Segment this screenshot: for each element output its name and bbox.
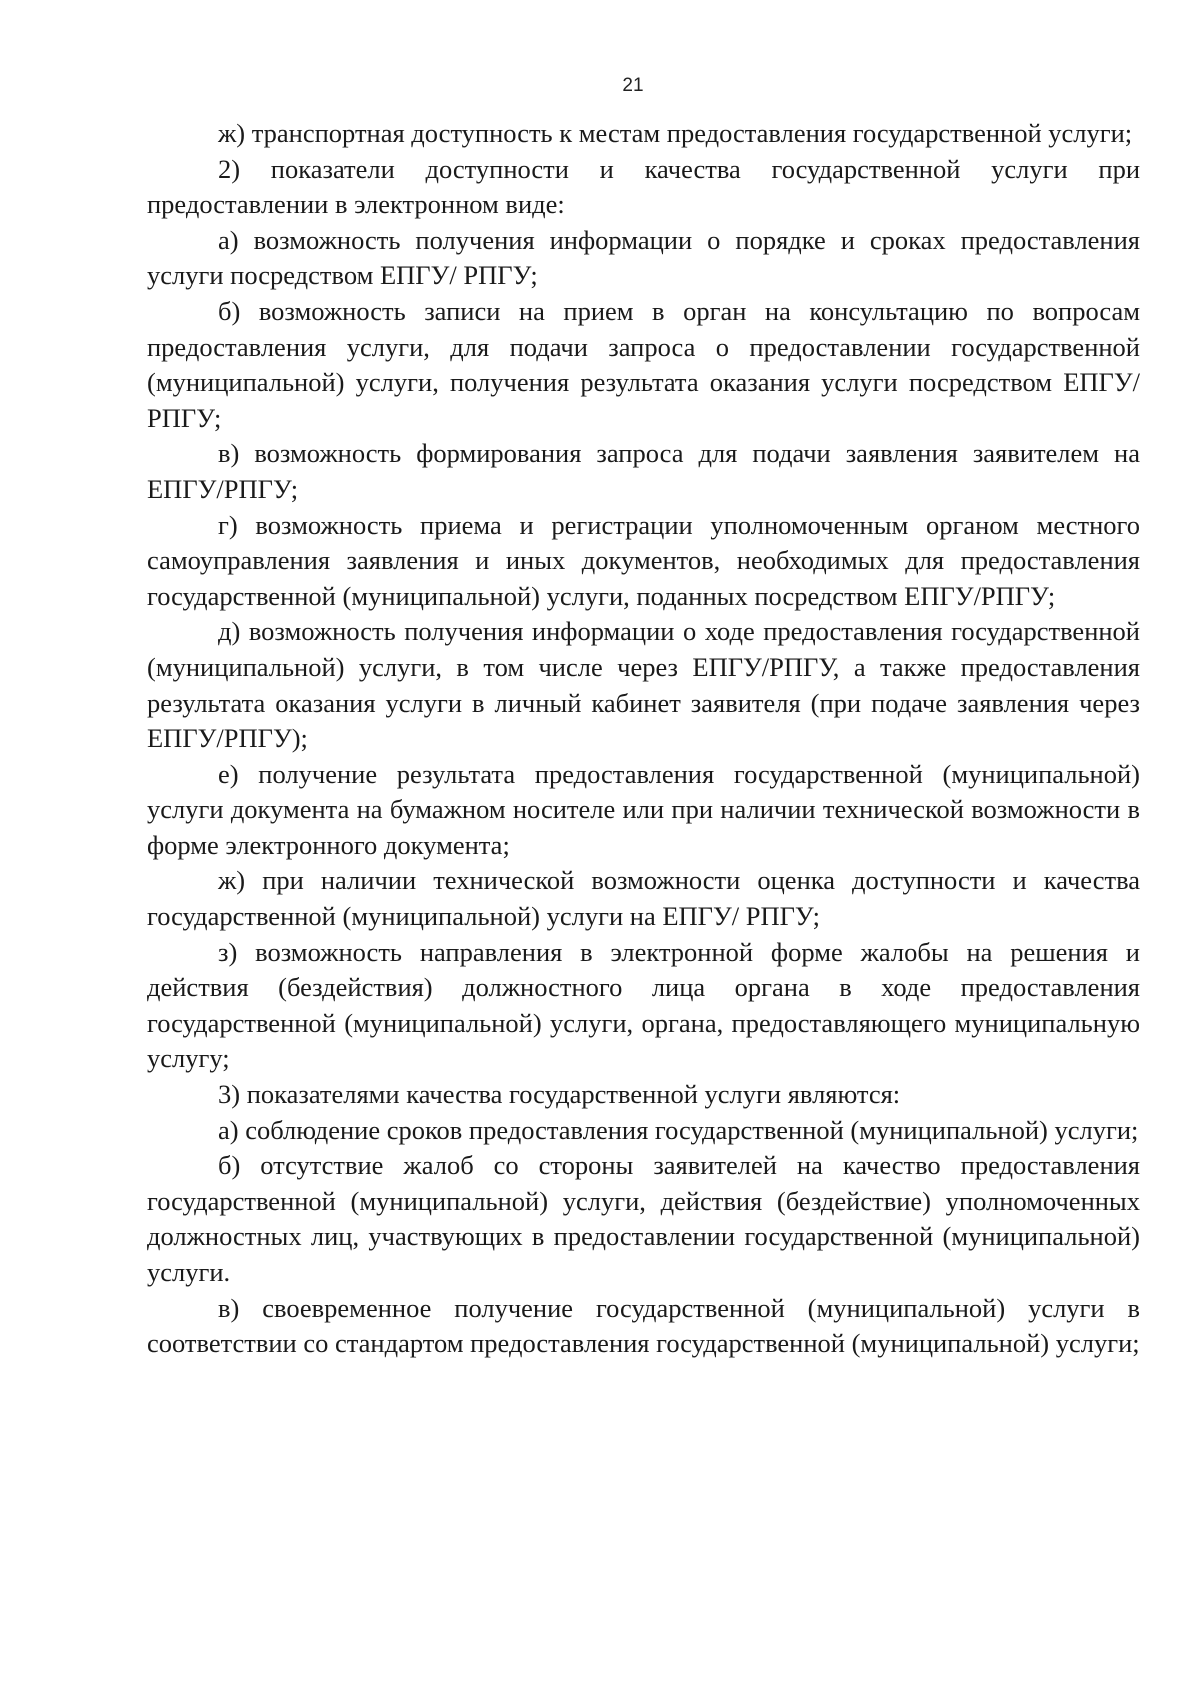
paragraph-b-appointment-booking: б) возможность записи на прием в орган на консультацию по вопросам предоставления услуги, для подачи запроса о предоставлении государственной (муниципальной) услуги, получения результата оказания услуги посредством ЕПГУ/РПГУ; (147, 295, 1140, 433)
paragraph-v-request-forming: в) возможность формирования запроса для подачи заявления заявителем на ЕПГУ/РПГУ; (147, 438, 1140, 504)
page-number: 21 (622, 75, 644, 96)
paragraph-3-quality-indicators: 3) показателями качества государственной услуги являются: (218, 1079, 901, 1110)
paragraph-zh-transport-accessibility: ж) транспортная доступность к местам предоставления государственной услуги; (218, 118, 1133, 148)
paragraph-d-progress-information: д) возможность получения информации о ходе предоставления государственной (муниципальной) услуги, в том числе через ЕПГУ/РПГУ, а также предоставления результата оказания услуги в личный кабинет заявителя (при подаче заявления через ЕПГУ/РПГУ); (147, 616, 1140, 754)
paragraph-zh-quality-assessment: ж) при наличии технической возможности оценка доступности и качества государственной (муниципальной) услуги на ЕПГУ/ РПГУ; (147, 865, 1140, 932)
paragraph-z-complaint-submission: з) возможность направления в электронной форме жалобы на решения и действия (бездействия) должностного лица органа в ходе предоставления государственной (муниципальной) услуги, органа, предоставляющего муниципальную услугу; (147, 936, 1140, 1074)
document-body (147, 116, 1140, 1362)
paragraph-b-no-complaints: б) отсутствие жалоб со стороны заявителей на качество предоставления государственной (муниципальной) услуги, действия (бездействие) уполномоченных должностных лиц, участвующих в предоставлении государственной (муниципальной) услуги. (147, 1150, 1140, 1287)
paragraph-a-information-access: а) возможность получения информации о порядке и сроках предоставления услуги посредством ЕПГУ/ РПГУ; (147, 224, 1140, 291)
paragraph-2-electronic-indicators: 2) показатели доступности и качества государственной услуги при предоставлении в электронном виде: (147, 153, 1140, 220)
paragraph-a-deadline-compliance: а) соблюдение сроков предоставления государственной (муниципальной) услуги; (218, 1114, 1139, 1145)
paragraph-g-application-registration: г) возможность приема и регистрации уполномоченным органом местного самоуправления заявления и иных документов, необходимых для предоставления государственной (муниципальной) услуги, поданных посредством ЕПГУ/РПГУ; (147, 509, 1140, 611)
paragraph-v-timely-receipt: в) своевременное получение государственной (муниципальной) услуги в соответствии со стандартом предоставления государственной (муниципальной) услуги; (147, 1292, 1140, 1359)
paragraph-e-result-receipt: е) получение результата предоставления государственной (муниципальной) услуги документа на бумажном носителе или при наличии технической возможности в форме электронного документа; (147, 758, 1140, 860)
